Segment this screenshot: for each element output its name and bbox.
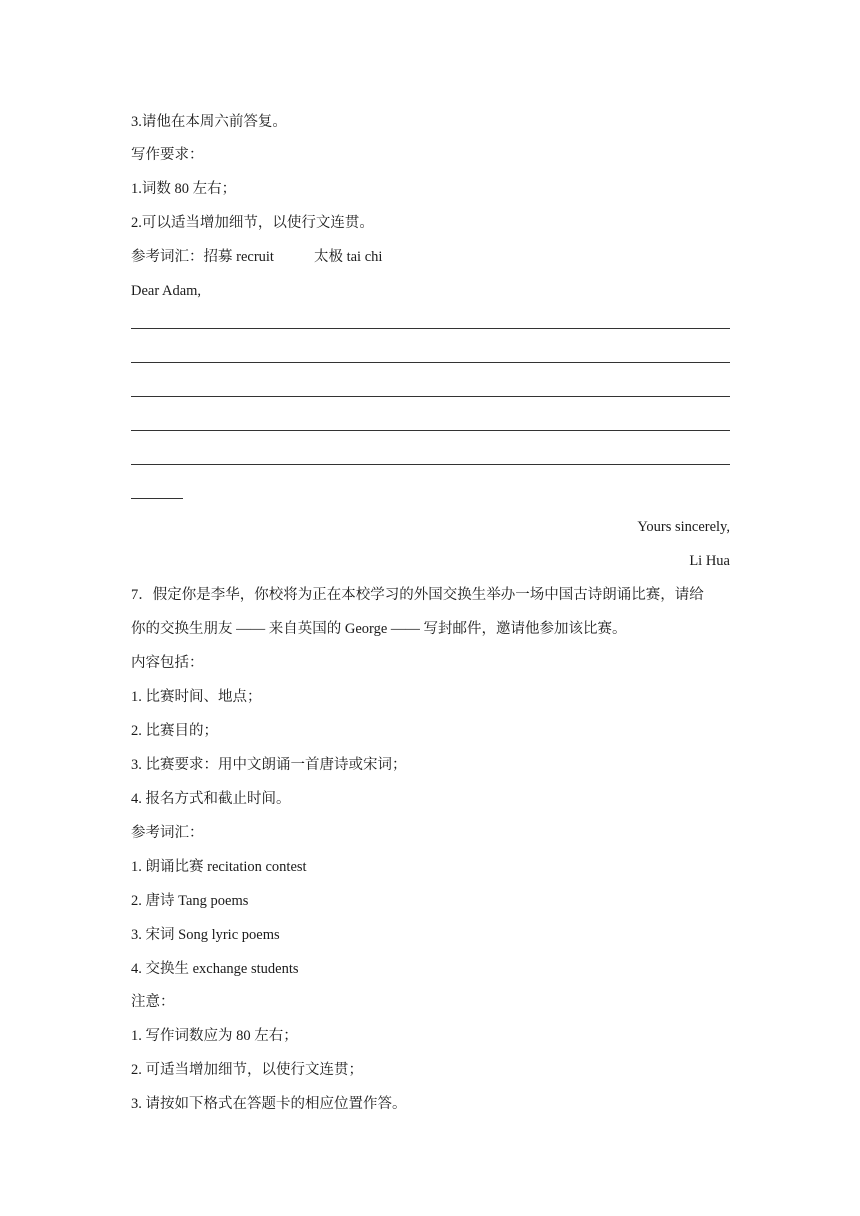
notes-heading: 注意： — [131, 994, 175, 1010]
writing-requirements-heading: 写作要求： — [131, 147, 204, 163]
vocabulary-heading: 参考词汇： — [131, 825, 204, 841]
content-item: 4. 报名方式和截止时间。 — [131, 791, 291, 807]
notes-item: 2. 可适当增加细节，以使行文连贯； — [131, 1062, 363, 1078]
writing-requirement-1: 1.词数 80 左右； — [131, 181, 237, 197]
reference-vocabulary — [131, 247, 382, 267]
notes-item: 1. 写作词数应为 80 左右； — [131, 1028, 298, 1044]
vocabulary-item: 2. 唐诗 Tang poems — [131, 893, 249, 909]
question-7-intro-line-2: 你的交换生朋友 —— 来自英国的 George —— 写封邮件，邀请他参加该比赛。 — [131, 621, 627, 637]
answer-line — [131, 430, 730, 431]
vocabulary-item: 3. 宋词 Song lyric poems — [131, 927, 280, 943]
answer-line — [131, 396, 730, 397]
vocabulary-item: 1. 朗诵比赛 recitation contest — [131, 859, 307, 875]
vocab-tai-chi: 太极 tai chi — [313, 249, 383, 265]
vocabulary-item: 4. 交换生 exchange students — [131, 961, 299, 977]
content-item: 2. 比赛目的； — [131, 723, 218, 739]
letter-closing: Yours sincerely, — [637, 519, 730, 535]
question-7-intro-line-1: 7．假定你是李华，你校将为正在本校学习的外国交换生举办一场中国古诗朗诵比赛，请给 — [131, 587, 704, 603]
answer-line — [131, 328, 730, 329]
content-heading: 内容包括： — [131, 655, 204, 671]
vocab-recruit: 参考词汇：招募 recruit — [131, 249, 274, 265]
answer-line — [131, 464, 730, 465]
writing-requirement-2: 2.可以适当增加细节，以使行文连贯。 — [131, 215, 374, 231]
content-item: 3. 比赛要求：用中文朗诵一首唐诗或宋词； — [131, 757, 407, 773]
requirement-item-3: 3.请他在本周六前答复。 — [131, 114, 287, 130]
answer-line-short — [131, 498, 183, 499]
answer-line — [131, 362, 730, 363]
notes-item: 3. 请按如下格式在答题卡的相应位置作答。 — [131, 1096, 407, 1112]
letter-signature: Li Hua — [689, 553, 730, 569]
letter-salutation: Dear Adam, — [131, 283, 202, 299]
content-item: 1. 比赛时间、地点； — [131, 689, 262, 705]
